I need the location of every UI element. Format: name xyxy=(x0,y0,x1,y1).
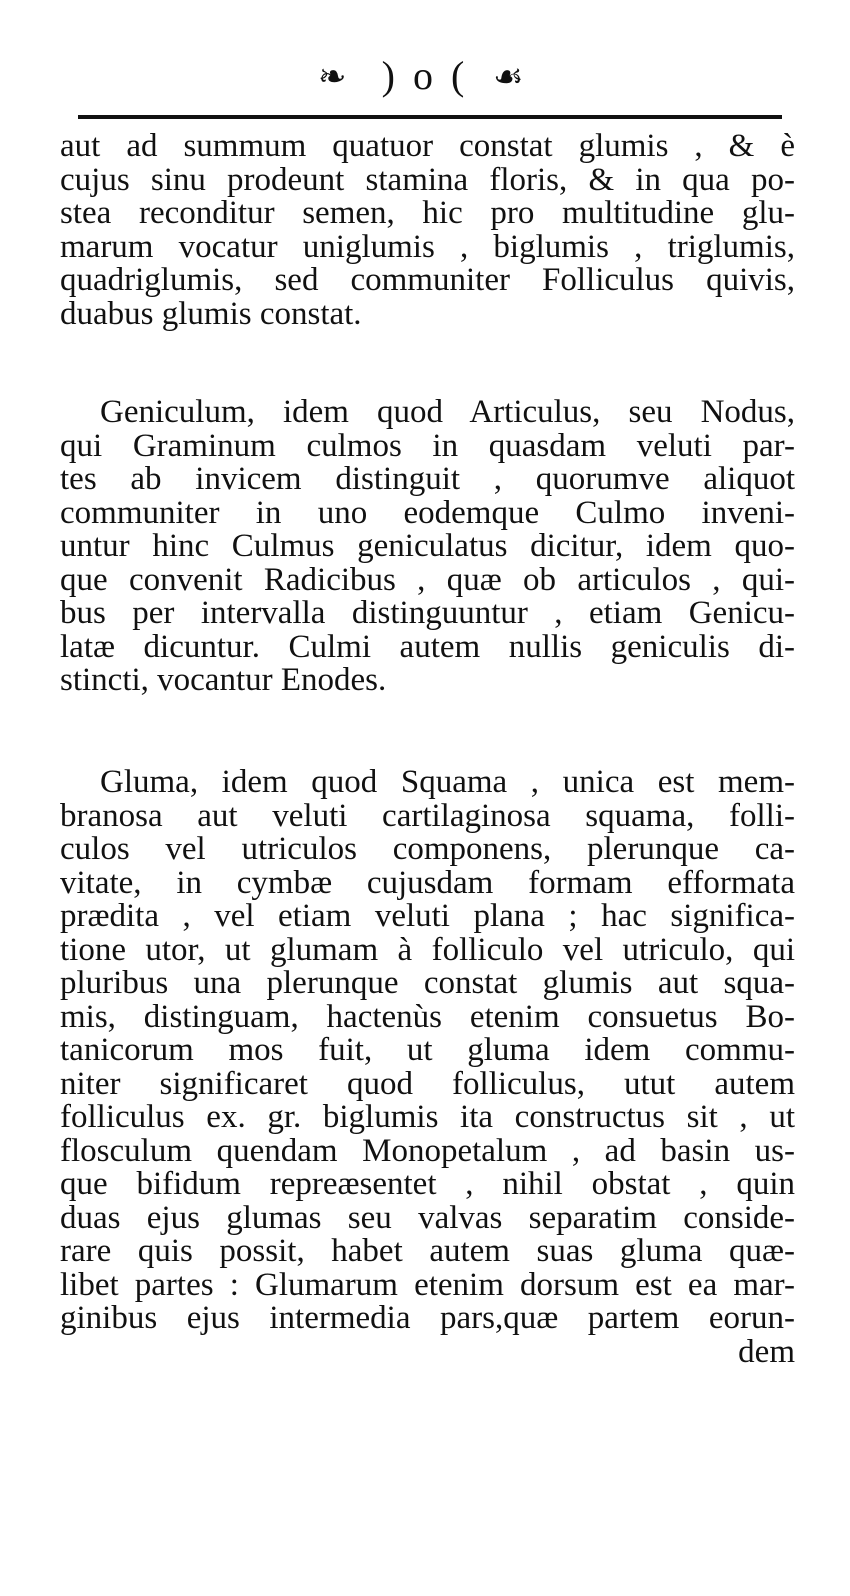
text-line: tes ab invicem distinguit , quorumve aliquot xyxy=(60,461,795,497)
text-line: tanicorum mos fuit, ut gluma idem commu- xyxy=(60,1032,795,1068)
left-ornament-icon: ❧ xyxy=(318,59,347,96)
text-line: folliculus ex. gr. biglumis ita constructus sit , ut xyxy=(60,1099,795,1135)
text-line: prædita , vel etiam veluti plana ; hac significa- xyxy=(60,898,795,934)
text-line: pluribus una plerunque constat glumis aut squa- xyxy=(60,965,795,1001)
text-line: libet partes : Glumarum etenim dorsum est ea mar- xyxy=(60,1266,795,1303)
text-line: untur hinc Culmus geniculatus dicitur, idem quo- xyxy=(60,528,795,564)
text-line: communiter in uno eodemque Culmo inveni- xyxy=(60,494,795,531)
text-line: bus per intervalla distinguuntur , etiam Genicu- xyxy=(60,595,795,631)
text-line: qui Graminum culmos in quasdam veluti par- xyxy=(60,427,795,464)
text-line: flosculum quendam Monopetalum , ad basin us- xyxy=(60,1132,795,1169)
text-line: branosa aut veluti cartilaginosa squama, folli- xyxy=(60,797,795,834)
text-line: Geniculum, idem quod Articulus, seu Nodus, xyxy=(100,394,795,430)
text-line: Gluma, idem quod Squama , unica est mem- xyxy=(100,764,795,800)
text-line: quadriglumis, sed communiter Folliculus quivis, xyxy=(60,262,795,298)
paragraph-geniculum xyxy=(60,396,795,698)
text-line: stincti, vocantur Enodes. xyxy=(60,662,387,698)
text-line: duabus glumis constat. xyxy=(60,295,362,332)
text-line: culos vel utriculos componens, plerunque ca- xyxy=(60,831,795,867)
text-line: ginibus ejus intermedia pars,quæ partem eorun- xyxy=(60,1300,795,1336)
text-line: cujus sinu prodeunt stamina floris, & in qua po- xyxy=(60,161,795,198)
text-line: duas ejus glumas seu valvas separatim conside- xyxy=(60,1199,795,1236)
text-line: que convenit Radicibus , quæ ob articulos , qui- xyxy=(60,561,795,598)
text-line: stea reconditur semen, hic pro multitudine glu- xyxy=(60,195,795,231)
text-line: aut ad summum quatuor constat glumis , & è xyxy=(60,128,795,164)
header-rule xyxy=(78,115,782,119)
text-line: rare quis possit, habet autem suas gluma quæ- xyxy=(60,1233,795,1269)
paragraph-folliculus-continued xyxy=(60,130,795,331)
catchword: dem xyxy=(738,1333,795,1370)
text-line: mis, distinguam, hactenùs etenim consuetus Bo- xyxy=(60,998,795,1035)
text-line: tione utor, ut glumam à folliculo vel utriculo, qui xyxy=(60,931,795,968)
right-ornament-icon: ☙ xyxy=(493,59,524,96)
text-line: niter significaret quod folliculus, utut autem xyxy=(60,1065,795,1102)
text-line: que bifidum repreæsentet , nihil obstat , quin xyxy=(60,1166,795,1202)
page-number: ) o ( xyxy=(381,53,469,98)
text-line: latæ dicuntur. Culmi autem nullis geniculis di- xyxy=(60,628,795,665)
text-line: vitate, in cymbæ cujusdam formam efformata xyxy=(60,864,795,901)
text-line: marum vocatur uniglumis , biglumis , triglumis, xyxy=(60,228,795,265)
paragraph-gluma xyxy=(60,766,795,1369)
page-header xyxy=(0,50,850,110)
